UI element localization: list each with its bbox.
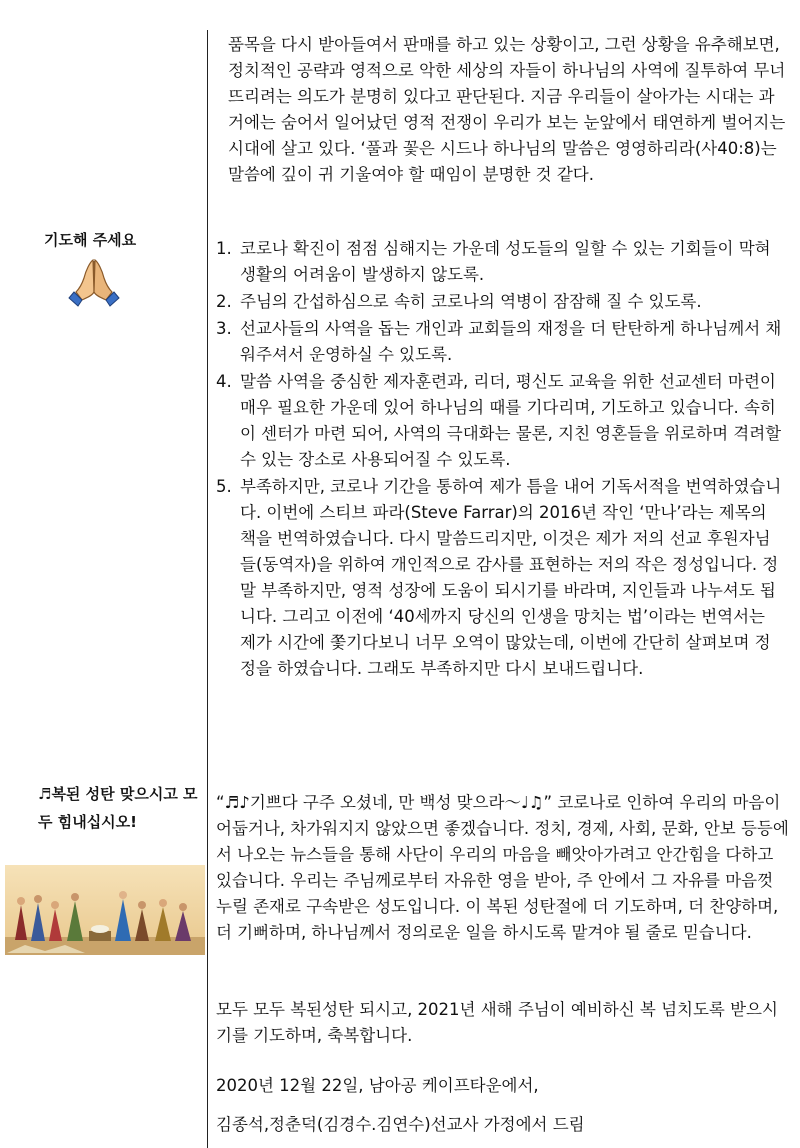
signature: 김종석,정춘덕(김경수.김연수)선교사 가정에서 드림 <box>216 1115 585 1134</box>
nativity-scene-image <box>5 865 205 959</box>
new-year-greeting: 모두 모두 복된성탄 되시고, 2021년 새해 주님이 예비하신 복 넘치도록 받으시기를 기도하며, 축복합니다. <box>216 1000 778 1045</box>
prayer-list <box>216 236 786 683</box>
praying-hands-icon <box>66 252 122 312</box>
christmas-section-title: ♬복된 성탄 맞으시고 모두 힘내십시오! <box>38 785 198 831</box>
date-place: 2020년 12월 22일, 남아공 케이프타운에서, <box>216 1076 539 1095</box>
prayer-item: 1. 코로나 확진이 점점 심해지는 가운데 성도들의 일할 수 있는 기회들이 막혀 생활의 어려움이 발생하지 않도록. <box>216 239 771 284</box>
intro-paragraph: 품목을 다시 받아들여서 판매를 하고 있는 상황이고, 그런 상황을 유추해보면, 정치적인 공략과 영적으로 악한 세상의 자들이 하나님의 사역에 질투하여 무너뜨리려는 의도가 분명히 있다고 판단된다. 지금 우리들이 살아가는 시대는 과거에는 숨어서 일어났던 영적 전쟁이 우리가 보는 눈앞에서 태연하게 벌어지는 시대에 살고 있다. ‘풀과 꽃은 시드나 하나님의 말씀은 영영하리라(사40:8)는 말씀에 깊이 귀 기울여야 할 때임이 분명한 것 같다. <box>228 35 786 184</box>
column-divider <box>207 30 208 1148</box>
christmas-message: “♬♪기쁘다 구주 오셨네, 만 백성 맞으라～♩♫” 코로나로 인하여 우리의 마음이 어둡거나, 차가워지지 않았으면 좋겠습니다. 정치, 경제, 사회, 문화, 안보 등등에서 나오는 뉴스들을 통해 사단이 우리의 마음을 빼앗아가려고 안간힘을 다하고 있습니다. 우리는 주님께로부터 자유한 영을 받아, 주 안에서 그 자유를 마음껏 누릴 존재로 구속받은 성도입니다. 이 복된 성탄절에 더 기도하며, 더 찬양하며, 더 기뻐하며, 하나님께서 정의로운 일을 하시도록 맡겨야 될 줄로 믿습니다. <box>216 793 789 942</box>
prayer-item: 5. 부족하지만, 코로나 기간을 통하여 제가 틈을 내어 기독서적을 번역하였습니다. 이번에 스티브 파라(Steve Farrar)의 2016년 작인 ‘만나’라는 제목의 책을 번역하였습니다. 다시 말씀드리지만, 이것은 제가 저의 선교 후원자님들(동역자)을 위하여 개인적으로 감사를 표현하는 저의 작은 정성입니다. 정말 부족하지만, 영적 성장에 도움이 되시기를 바라며, 지인들과 나누셔도 됩니다. 그리고 이전에 ‘40세까지 당신의 인생을 망치는 법’이라는 번역서는 제가 시간에 쫓기다보니 너무 오역이 많았는데, 이번에 간단히 살펴보며 정정을 하였습니다. 그래도 부족하지만 다시 보내드립니다. <box>216 477 782 678</box>
prayer-section-title: 기도해 주세요 <box>44 231 137 249</box>
prayer-item: 2. 주님의 간섭하심으로 속히 코로나의 역병이 잠잠해 질 수 있도록. <box>216 292 702 311</box>
prayer-item: 3. 선교사들의 사역을 돕는 개인과 교회들의 재정을 더 탄탄하게 하나님께서 채워주셔서 운영하실 수 있도록. <box>216 319 782 364</box>
prayer-item: 4. 말씀 사역을 중심한 제자훈련과, 리더, 평신도 교육을 위한 선교센터 마련이 매우 필요한 가운데 있어 하나님의 때를 기다리며, 기도하고 있습니다. 속히 이 센터가 마련 되어, 사역의 극대화는 물론, 지친 영혼들을 위로하며 격려할 수 있는 장소로 사용되어질 수 있도록. <box>216 372 782 469</box>
